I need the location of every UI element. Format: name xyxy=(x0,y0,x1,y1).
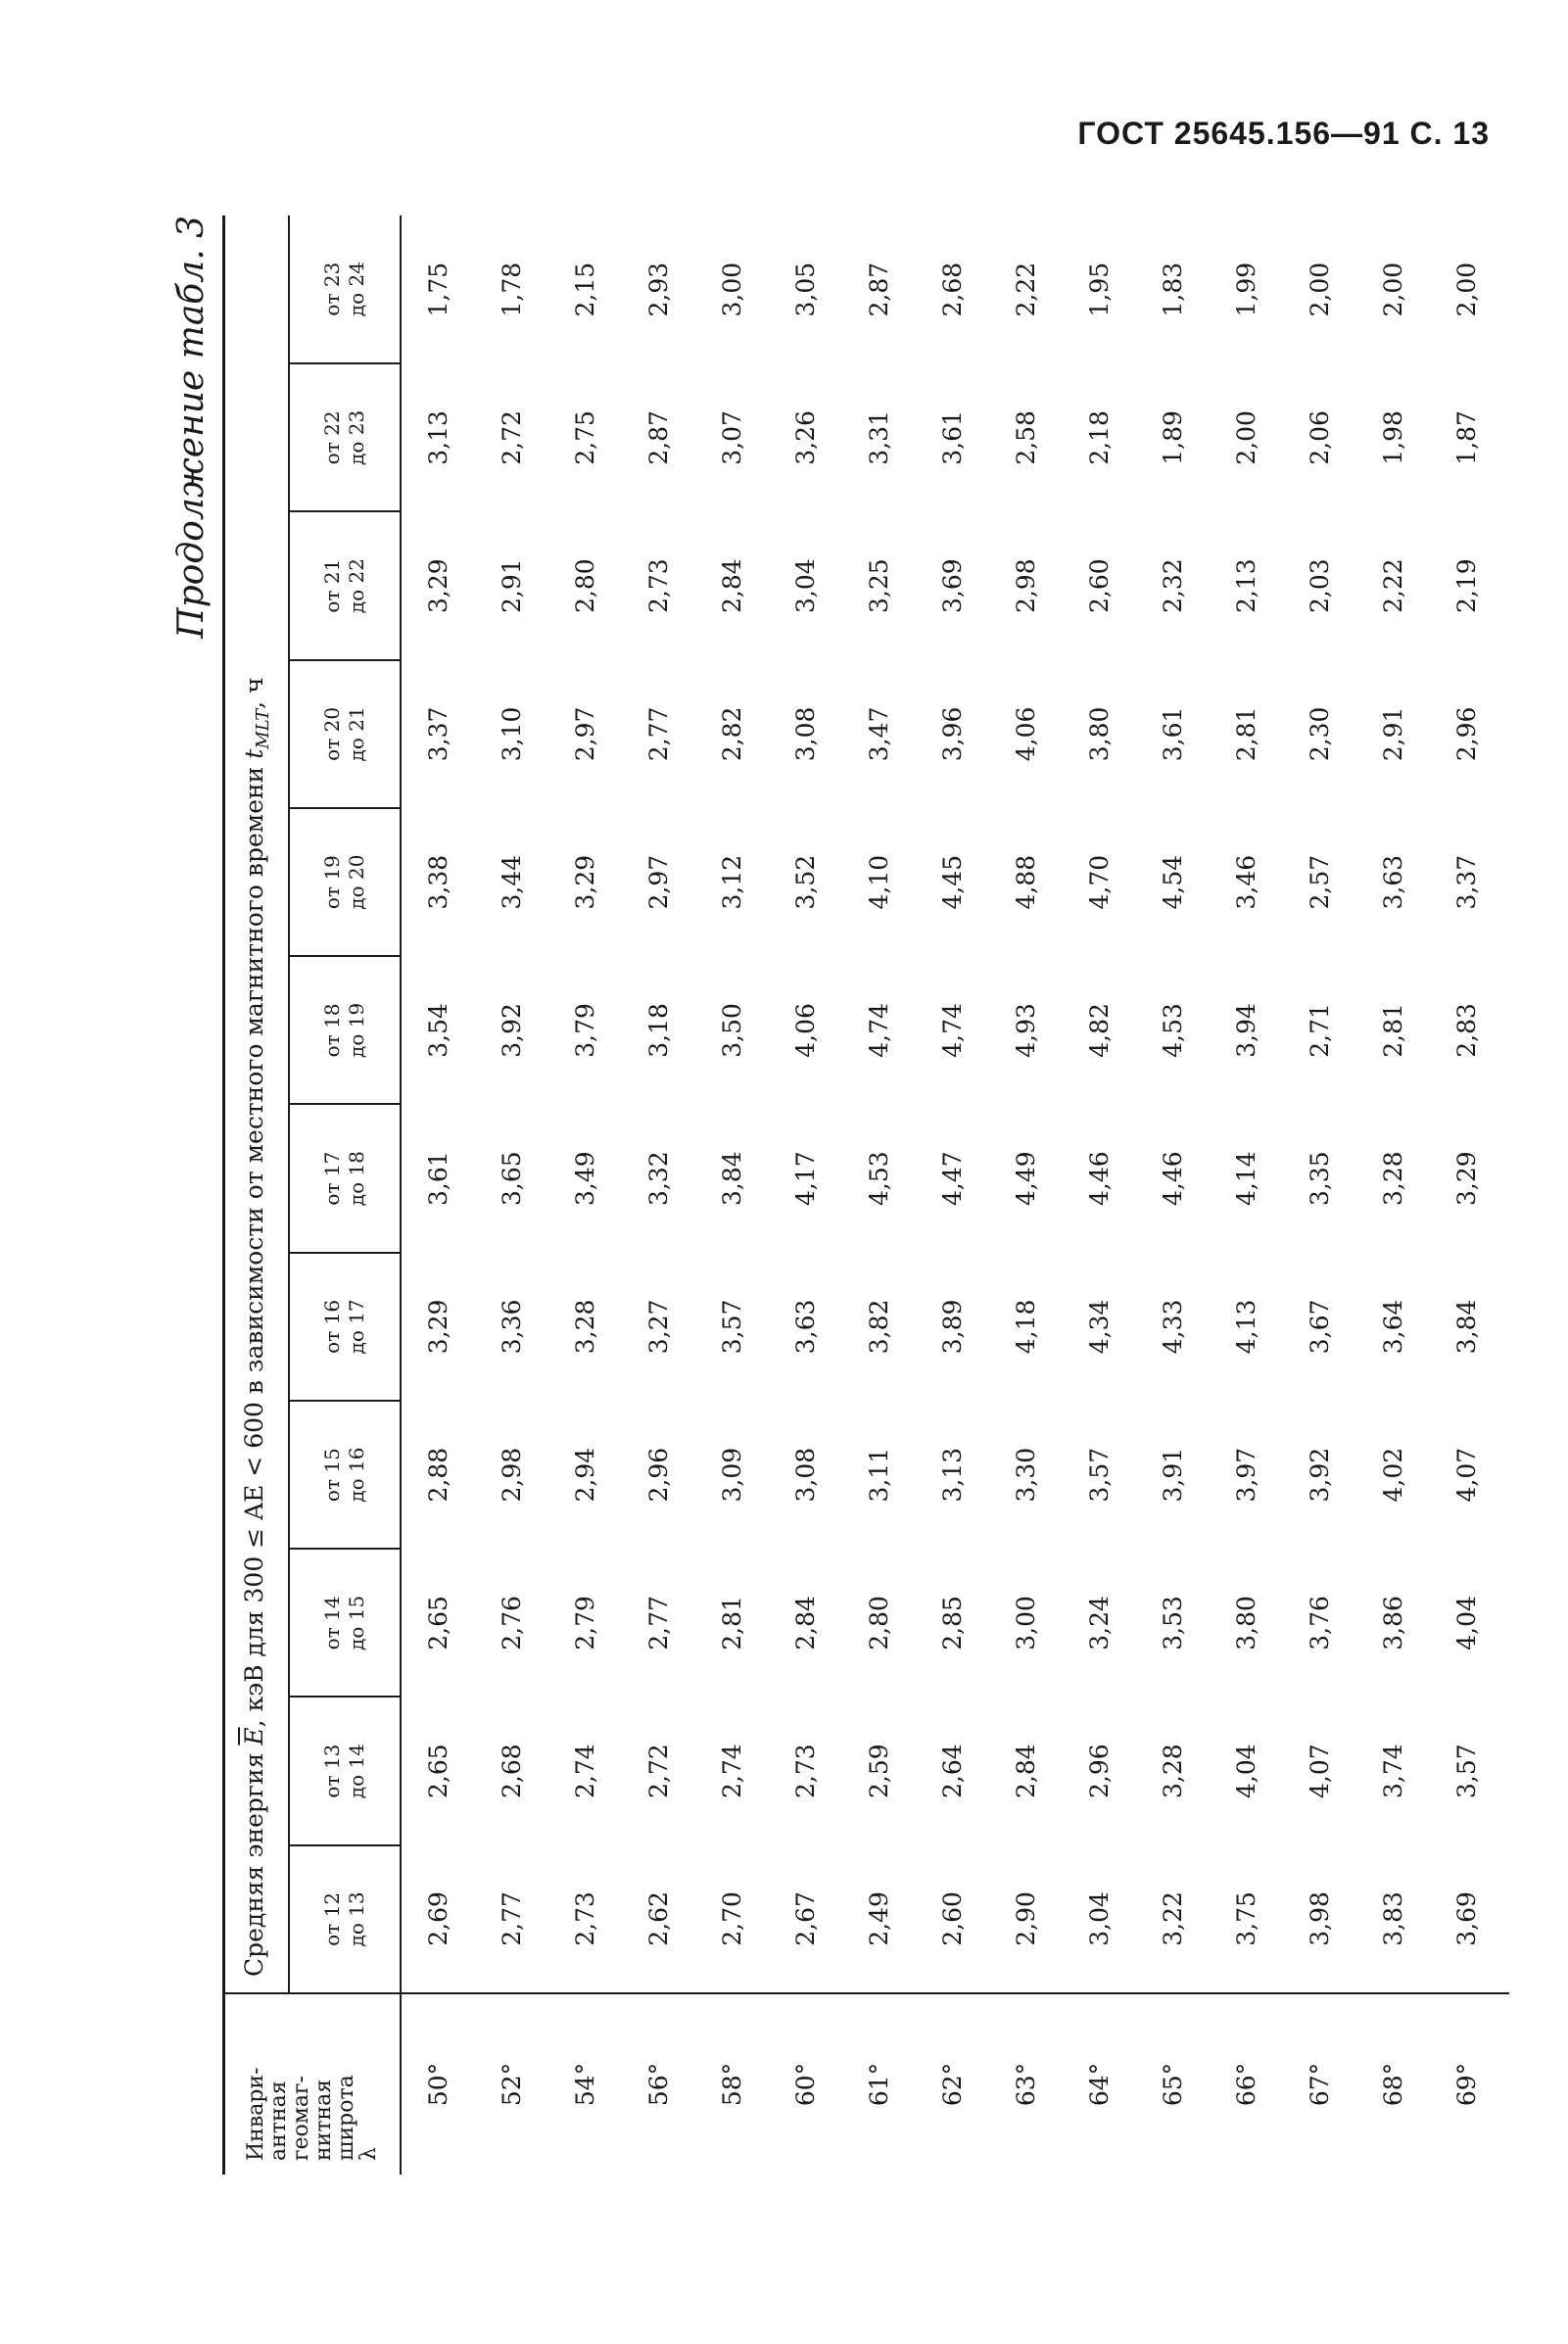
energy-value-cell: 1,99 xyxy=(1232,262,1260,317)
energy-value-cell: 3,52 xyxy=(791,854,820,910)
energy-value-cell: 2,19 xyxy=(1452,558,1481,613)
column-header: от 16 до 17 xyxy=(289,1253,401,1401)
energy-value-cell: 3,83 xyxy=(1379,1891,1407,1946)
energy-value-cell: 3,11 xyxy=(865,1447,893,1503)
energy-value-cell: 2,88 xyxy=(424,1447,452,1503)
table-row xyxy=(1430,215,1509,2175)
energy-value-cell: 1,95 xyxy=(1085,262,1114,317)
energy-value-cell: 2,72 xyxy=(644,1744,673,1798)
energy-value-cell: 2,90 xyxy=(1012,1891,1040,1946)
energy-value-cell: 3,89 xyxy=(938,1299,967,1355)
energy-value-cell: 4,14 xyxy=(1232,1151,1260,1206)
energy-value-cell: 3,65 xyxy=(498,1151,526,1206)
energy-value-cell: 2,00 xyxy=(1379,262,1407,317)
energy-value-cell: 3,24 xyxy=(1085,1596,1114,1650)
latitude-cell: 66° xyxy=(1210,1993,1283,2175)
energy-value-cell: 2,84 xyxy=(1012,1744,1040,1798)
energy-value-cell: 3,94 xyxy=(1232,1003,1260,1058)
energy-value-cell: 2,60 xyxy=(938,1891,967,1946)
energy-value-cell: 3,67 xyxy=(1306,1299,1334,1355)
energy-value-cell: 2,84 xyxy=(791,1596,820,1650)
energy-value-cell: 3,61 xyxy=(938,410,967,465)
energy-value-cell: 2,98 xyxy=(498,1447,526,1503)
energy-value-cell: 3,86 xyxy=(1379,1596,1407,1650)
energy-value-cell: 2,75 xyxy=(571,410,599,465)
energy-value-cell: 2,18 xyxy=(1085,410,1114,465)
energy-value-cell: 2,70 xyxy=(718,1891,746,1946)
energy-value-cell: 2,72 xyxy=(498,410,526,465)
energy-value-cell: 2,00 xyxy=(1306,262,1334,317)
latitude-cell: 69° xyxy=(1430,1993,1509,2175)
energy-value-cell: 2,69 xyxy=(424,1891,452,1946)
energy-value-cell: 3,61 xyxy=(1159,706,1187,762)
energy-value-cell: 3,57 xyxy=(1452,1744,1481,1798)
energy-value-cell: 1,83 xyxy=(1159,262,1187,317)
rotated-table-block xyxy=(171,215,1484,2175)
energy-value-cell: 4,13 xyxy=(1232,1299,1260,1355)
energy-value-cell: 3,28 xyxy=(571,1299,599,1355)
energy-value-cell: 3,80 xyxy=(1085,706,1114,762)
column-header: от 12 до 13 xyxy=(289,1845,401,1993)
energy-value-cell: 3,29 xyxy=(571,854,599,910)
energy-value-cell: 4,34 xyxy=(1085,1299,1114,1355)
energy-value-cell: 2,87 xyxy=(644,410,673,465)
latitude-cell: 67° xyxy=(1283,1993,1356,2175)
energy-value-cell: 3,80 xyxy=(1232,1596,1260,1650)
energy-value-cell: 4,45 xyxy=(938,854,967,910)
energy-value-cell: 2,62 xyxy=(644,1891,673,1946)
energy-value-cell: 2,77 xyxy=(644,706,673,762)
energy-value-cell: 3,00 xyxy=(718,262,746,317)
energy-value-cell: 3,29 xyxy=(1452,1151,1481,1206)
energy-value-cell: 2,22 xyxy=(1379,558,1407,613)
energy-value-cell: 3,63 xyxy=(1379,854,1407,910)
energy-value-cell: 3,54 xyxy=(424,1003,452,1058)
column-header-row xyxy=(289,215,401,2175)
latitude-cell: 61° xyxy=(842,1993,916,2175)
table-row xyxy=(548,215,622,2175)
energy-value-cell: 3,96 xyxy=(938,706,967,762)
energy-value-cell: 3,38 xyxy=(424,854,452,910)
energy-value-cell: 4,74 xyxy=(938,1003,967,1058)
energy-value-cell: 2,94 xyxy=(571,1447,599,1503)
energy-value-cell: 2,73 xyxy=(644,558,673,613)
table-row xyxy=(695,215,769,2175)
energy-value-cell: 3,09 xyxy=(718,1447,746,1503)
table-row xyxy=(1356,215,1430,2175)
energy-value-cell: 3,29 xyxy=(424,1299,452,1355)
energy-value-cell: 3,47 xyxy=(865,706,893,762)
energy-value-cell: 4,17 xyxy=(791,1151,820,1206)
energy-value-cell: 2,85 xyxy=(938,1596,967,1650)
energy-value-cell: 4,49 xyxy=(1012,1151,1040,1206)
energy-value-cell: 4,07 xyxy=(1452,1447,1481,1503)
latitude-cell: 64° xyxy=(1063,1993,1136,2175)
energy-value-cell: 2,30 xyxy=(1306,706,1334,762)
energy-value-cell: 3,64 xyxy=(1379,1299,1407,1355)
energy-value-cell: 2,84 xyxy=(718,558,746,613)
energy-value-cell: 2,73 xyxy=(791,1744,820,1798)
energy-value-cell: 2,64 xyxy=(938,1744,967,1798)
energy-value-cell: 4,82 xyxy=(1085,1003,1114,1058)
energy-value-cell: 2,79 xyxy=(571,1596,599,1650)
column-header: от 19 до 20 xyxy=(289,808,401,956)
latitude-header xyxy=(224,1993,402,2175)
latitude-cell: 56° xyxy=(622,1993,695,2175)
energy-value-cell: 2,77 xyxy=(498,1891,526,1946)
energy-value-cell: 4,10 xyxy=(865,854,893,910)
energy-value-cell: 3,13 xyxy=(938,1447,967,1503)
energy-table xyxy=(222,215,1509,2175)
energy-value-cell: 3,36 xyxy=(498,1299,526,1355)
energy-value-cell: 4,04 xyxy=(1232,1744,1260,1798)
energy-value-cell: 3,63 xyxy=(791,1299,820,1355)
energy-value-cell: 3,07 xyxy=(718,410,746,465)
energy-value-cell: 2,83 xyxy=(1452,1003,1481,1058)
table-row xyxy=(622,215,695,2175)
energy-value-cell: 2,00 xyxy=(1232,410,1260,465)
energy-value-cell: 2,96 xyxy=(644,1447,673,1503)
energy-value-cell: 2,06 xyxy=(1306,410,1334,465)
energy-value-cell: 1,78 xyxy=(498,262,526,317)
energy-value-cell: 3,50 xyxy=(718,1003,746,1058)
table-row xyxy=(769,215,842,2175)
energy-value-cell: 3,84 xyxy=(718,1151,746,1206)
energy-value-cell: 4,06 xyxy=(791,1003,820,1058)
page-running-title: ГОСТ 25645.156—91 С. 13 xyxy=(1077,116,1490,151)
energy-value-cell: 2,87 xyxy=(865,262,893,317)
energy-value-cell: 2,91 xyxy=(1379,706,1407,762)
energy-value-cell: 2,97 xyxy=(644,854,673,910)
energy-value-cell: 1,89 xyxy=(1159,410,1187,465)
energy-value-cell: 2,97 xyxy=(571,706,599,762)
energy-value-cell: 2,81 xyxy=(718,1596,746,1650)
latitude-cell: 60° xyxy=(769,1993,842,2175)
energy-value-cell: 3,44 xyxy=(498,854,526,910)
latitude-header-line: нитная xyxy=(311,2079,336,2161)
energy-value-cell: 3,82 xyxy=(865,1299,893,1355)
column-header: от 13 до 14 xyxy=(289,1698,401,1845)
table-row xyxy=(916,215,989,2175)
energy-value-cell: 2,71 xyxy=(1306,1003,1334,1058)
energy-value-cell: 2,22 xyxy=(1012,262,1040,317)
energy-value-cell: 3,12 xyxy=(718,854,746,910)
energy-value-cell: 2,81 xyxy=(1379,1003,1407,1058)
energy-value-cell: 3,97 xyxy=(1232,1447,1260,1503)
table-row xyxy=(1136,215,1210,2175)
energy-value-cell: 3,46 xyxy=(1232,854,1260,910)
energy-value-cell: 3,76 xyxy=(1306,1596,1334,1650)
energy-value-cell: 3,26 xyxy=(791,410,820,465)
column-header: от 22 до 23 xyxy=(289,363,401,511)
energy-value-cell: 4,54 xyxy=(1159,854,1187,910)
energy-value-cell: 4,53 xyxy=(1159,1003,1187,1058)
energy-value-cell: 1,98 xyxy=(1379,410,1407,465)
energy-value-cell: 2,96 xyxy=(1452,706,1481,762)
energy-value-cell: 2,98 xyxy=(1012,558,1040,613)
group-header: Средняя энергия $\overline{E}$, кэВ для 300 ≤ AE < 600 в зависимости от местного магнитного времени $t_{MLT}$, ч xyxy=(224,215,290,1993)
energy-value-cell: 3,04 xyxy=(1085,1891,1114,1946)
latitude-cell: 52° xyxy=(475,1993,548,2175)
energy-value-cell: 2,82 xyxy=(718,706,746,762)
energy-value-cell: 2,80 xyxy=(865,1596,893,1650)
energy-value-cell: 3,28 xyxy=(1159,1744,1187,1798)
column-header: от 21 до 22 xyxy=(289,512,401,660)
energy-value-cell: 4,53 xyxy=(865,1151,893,1206)
energy-value-cell: 2,60 xyxy=(1085,558,1114,613)
energy-value-cell: 3,92 xyxy=(1306,1447,1334,1503)
energy-value-cell: 2,49 xyxy=(865,1891,893,1946)
energy-value-cell: 2,15 xyxy=(571,262,599,317)
energy-value-cell: 4,74 xyxy=(865,1003,893,1058)
energy-value-cell: 3,18 xyxy=(644,1003,673,1058)
latitude-cell: 68° xyxy=(1356,1993,1430,2175)
energy-value-cell: 3,08 xyxy=(791,706,820,762)
latitude-cell: 62° xyxy=(916,1993,989,2175)
energy-value-cell: 3,69 xyxy=(1452,1891,1481,1946)
latitude-cell: 65° xyxy=(1136,1993,1210,2175)
energy-value-cell: 2,65 xyxy=(424,1744,452,1798)
energy-value-cell: 3,49 xyxy=(571,1151,599,1206)
energy-value-cell: 3,08 xyxy=(791,1447,820,1503)
energy-value-cell: 3,74 xyxy=(1379,1744,1407,1798)
latitude-cell: 58° xyxy=(695,1993,769,2175)
energy-value-cell: 2,57 xyxy=(1306,854,1334,910)
energy-value-cell: 4,88 xyxy=(1012,854,1040,910)
latitude-header-line: антная xyxy=(265,2081,291,2161)
energy-value-cell: 3,04 xyxy=(791,558,820,613)
energy-value-cell: 2,77 xyxy=(644,1596,673,1650)
energy-value-cell: 2,59 xyxy=(865,1744,893,1798)
energy-value-cell: 3,10 xyxy=(498,706,526,762)
energy-value-cell: 4,06 xyxy=(1012,706,1040,762)
column-header: от 15 до 16 xyxy=(289,1401,401,1549)
energy-value-cell: 3,91 xyxy=(1159,1447,1187,1503)
energy-value-cell: 4,33 xyxy=(1159,1299,1187,1355)
energy-value-cell: 4,46 xyxy=(1085,1151,1114,1206)
energy-value-cell: 2,80 xyxy=(571,558,599,613)
energy-value-cell: 4,07 xyxy=(1306,1744,1334,1798)
energy-value-cell: 3,75 xyxy=(1232,1891,1260,1946)
energy-value-cell: 2,68 xyxy=(938,262,967,317)
energy-value-cell: 4,04 xyxy=(1452,1596,1481,1650)
energy-value-cell: 3,13 xyxy=(424,410,452,465)
energy-value-cell: 3,35 xyxy=(1306,1151,1334,1206)
table-row xyxy=(475,215,548,2175)
energy-value-cell: 3,53 xyxy=(1159,1596,1187,1650)
time-subscript: MLT xyxy=(253,708,273,749)
column-header: от 14 до 15 xyxy=(289,1549,401,1697)
energy-value-cell: 3,84 xyxy=(1452,1299,1481,1355)
table-row xyxy=(1210,215,1283,2175)
column-header: от 20 до 21 xyxy=(289,660,401,808)
table-caption: Продолжение табл. 3 xyxy=(171,215,212,639)
energy-value-cell: 3,69 xyxy=(938,558,967,613)
energy-value-cell: 3,22 xyxy=(1159,1891,1187,1946)
table-row xyxy=(1283,215,1356,2175)
energy-value-cell: 3,05 xyxy=(791,262,820,317)
energy-value-cell: 3,32 xyxy=(644,1151,673,1206)
energy-value-cell: 2,03 xyxy=(1306,558,1334,613)
energy-value-cell: 3,37 xyxy=(1452,854,1481,910)
column-header: от 17 до 18 xyxy=(289,1105,401,1253)
energy-value-cell: 4,46 xyxy=(1159,1151,1187,1206)
energy-value-cell: 4,93 xyxy=(1012,1003,1040,1058)
energy-value-cell: 1,75 xyxy=(424,262,452,317)
energy-value-cell: 3,30 xyxy=(1012,1447,1040,1503)
energy-value-cell: 3,98 xyxy=(1306,1891,1334,1946)
energy-value-cell: 3,92 xyxy=(498,1003,526,1058)
energy-value-cell: 3,25 xyxy=(865,558,893,613)
table-body xyxy=(401,215,1509,2175)
column-header: от 23 до 24 xyxy=(289,215,401,363)
energy-value-cell: 2,93 xyxy=(644,262,673,317)
energy-value-cell: 2,76 xyxy=(498,1596,526,1650)
latitude-header-line: Инвари- xyxy=(243,2067,268,2161)
energy-value-cell: 3,79 xyxy=(571,1003,599,1058)
energy-value-cell: 3,61 xyxy=(424,1151,452,1206)
mean-energy-symbol: $\overline{E}$ xyxy=(240,1727,268,1746)
column-header: от 18 до 19 xyxy=(289,956,401,1104)
energy-value-cell: 3,27 xyxy=(644,1299,673,1355)
energy-value-cell: 2,32 xyxy=(1159,558,1187,613)
energy-value-cell: 2,73 xyxy=(571,1891,599,1946)
latitude-cell: 63° xyxy=(989,1993,1063,2175)
table-row xyxy=(842,215,916,2175)
energy-value-cell: 4,18 xyxy=(1012,1299,1040,1355)
energy-value-cell: 1,87 xyxy=(1452,410,1481,465)
energy-value-cell: 3,37 xyxy=(424,706,452,762)
energy-value-cell: 3,28 xyxy=(1379,1151,1407,1206)
energy-value-cell: 3,00 xyxy=(1012,1596,1040,1650)
energy-value-cell: 4,70 xyxy=(1085,854,1114,910)
latitude-cell: 50° xyxy=(401,1993,475,2175)
table-row xyxy=(1063,215,1136,2175)
latitude-header-line: λ xyxy=(356,2147,382,2161)
time-symbol: t xyxy=(240,748,268,759)
energy-value-cell: 3,57 xyxy=(1085,1447,1114,1503)
energy-value-cell: 3,29 xyxy=(424,558,452,613)
energy-value-cell: 3,31 xyxy=(865,410,893,465)
energy-value-cell: 2,74 xyxy=(718,1744,746,1798)
energy-value-cell: 3,57 xyxy=(718,1299,746,1355)
table-row xyxy=(989,215,1063,2175)
energy-value-cell: 2,96 xyxy=(1085,1744,1114,1798)
latitude-header-line: широта xyxy=(334,2075,359,2161)
energy-value-cell: 2,13 xyxy=(1232,558,1260,613)
latitude-header-line: геомаг- xyxy=(288,2076,313,2161)
energy-value-cell: 4,02 xyxy=(1379,1447,1407,1503)
energy-value-cell: 2,81 xyxy=(1232,706,1260,762)
energy-value-cell: 2,74 xyxy=(571,1744,599,1798)
energy-value-cell: 2,00 xyxy=(1452,262,1481,317)
energy-value-cell: 2,67 xyxy=(791,1891,820,1946)
energy-value-cell: 2,68 xyxy=(498,1744,526,1798)
energy-value-cell: 2,65 xyxy=(424,1596,452,1650)
table-row xyxy=(401,215,475,2175)
energy-value-cell: 4,47 xyxy=(938,1151,967,1206)
energy-value-cell: 2,91 xyxy=(498,558,526,613)
energy-value-cell: 2,58 xyxy=(1012,410,1040,465)
latitude-cell: 54° xyxy=(548,1993,622,2175)
